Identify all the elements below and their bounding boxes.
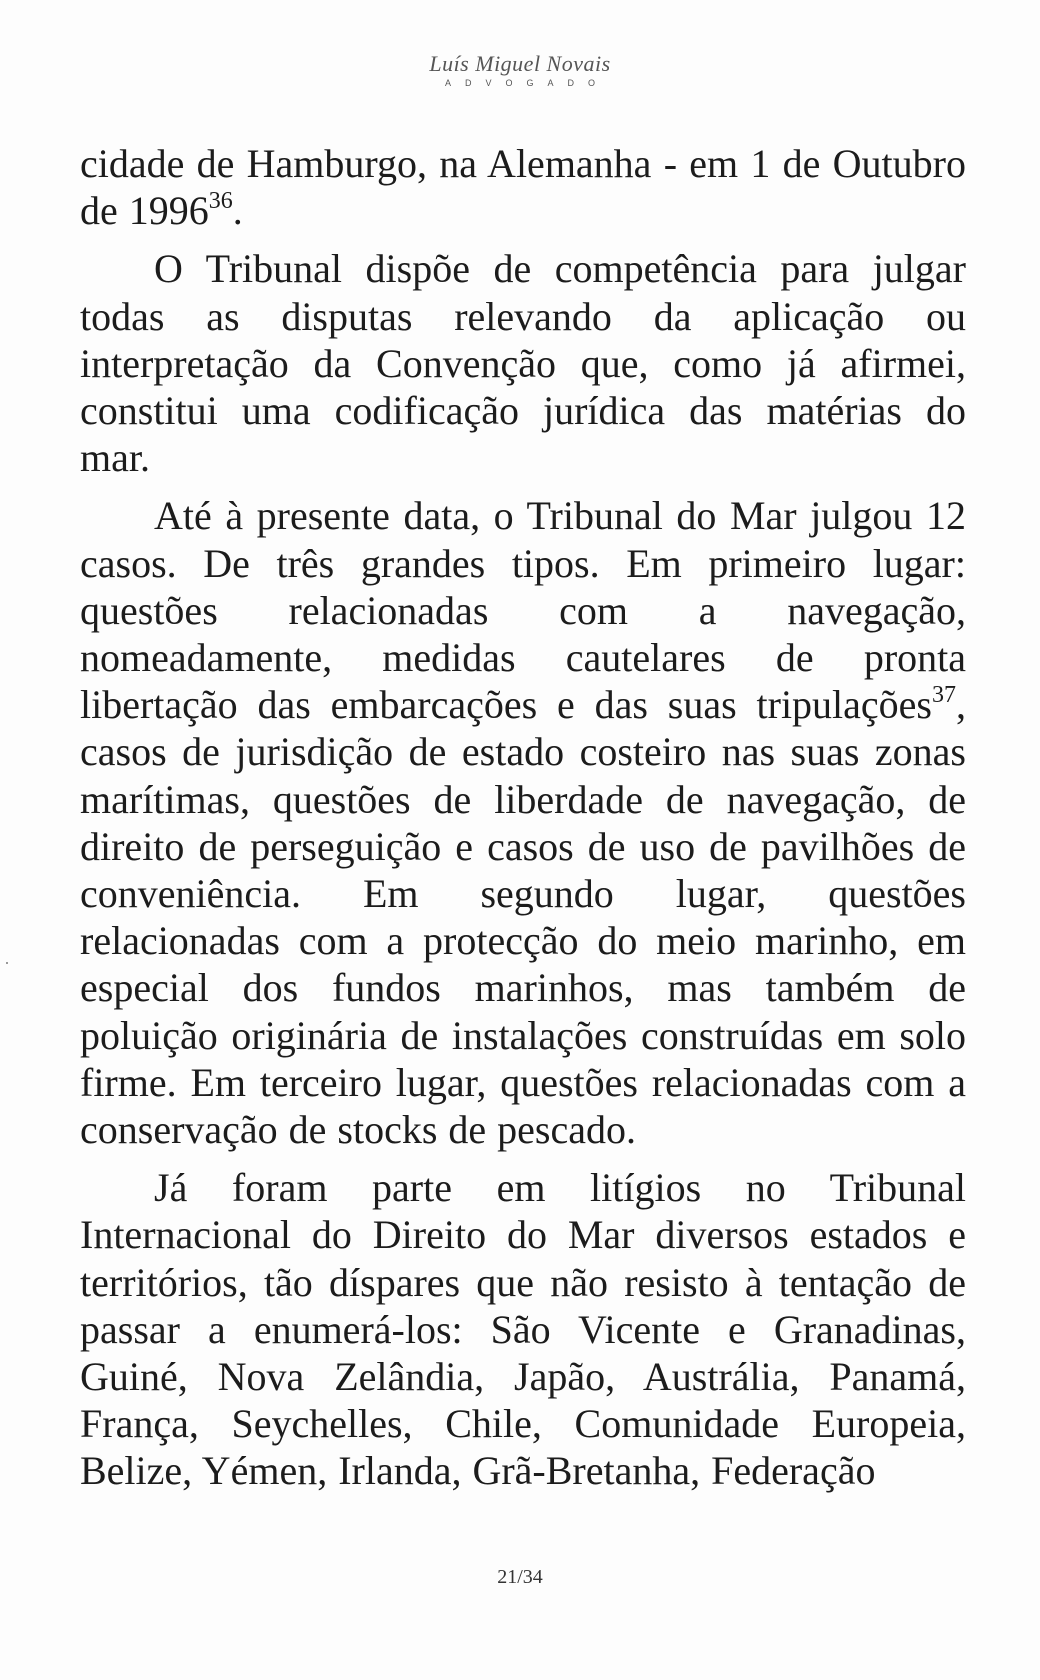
paragraph-text-after: , casos de jurisdição de estado costeiro nas suas zonas marítimas, questões de liberdade de navegação, de direito de perseguição e casos de uso de pavilhões de conveniência. Em segundo lugar, questões relacionadas com a protecção do meio marinho, em especial dos fundos marinhos, mas também de poluição originária de instalações construídas em solo firme. Em terceiro lugar, questões relacionadas com a conservação de stocks de pescado. <box>80 682 966 1153</box>
paragraph-parties <box>80 1164 966 1494</box>
paragraph-text: Já foram parte em litígios no Tribunal Internacional do Direito do Mar diversos estados e territórios, tão díspares que não resisto à tentação de passar a enumerá-los: São Vicente e Granadinas, Guiné, Nova Zelândia, Japão, Austrália, Panamá, França, Seychelles, Chile, Comunidade Europeia, Belize, Yémen, Irlanda, Grã-Bretanha, Federação <box>80 1165 966 1494</box>
paragraph-text: cidade de Hamburgo, na Alemanha - em 1 de Outubro de 1996 <box>80 141 966 234</box>
letterhead-subtitle: ADVOGADO <box>444 78 609 88</box>
footnote-marker: 37 <box>932 682 956 709</box>
paragraph-text-after: . <box>232 188 243 234</box>
scan-speck <box>6 962 8 964</box>
footnote-marker: 36 <box>208 188 233 215</box>
paragraph-continuation <box>80 140 966 234</box>
page-number: 21/34 <box>497 1566 543 1588</box>
letterhead <box>0 52 1040 88</box>
paragraph-tribunal-competence <box>80 245 966 481</box>
paragraph-text: Até à presente data, o Tribunal do Mar julgou 12 casos. De três grandes tipos. Em primeiro lugar: questões relacionadas com a navegação, nomeadamente, medidas cautelares de pronta libertação das embarcações e das suas tripulações <box>80 493 966 728</box>
paragraph-cases <box>80 492 966 1153</box>
letterhead-name: Luís Miguel Novais <box>429 51 611 76</box>
body-text <box>80 140 966 1506</box>
paragraph-text: O Tribunal dispõe de competência para julgar todas as disputas relevando da aplicação ou interpretação da Convenção que, como já afirmei, constitui uma codificação jurídica das matérias do mar. <box>80 246 966 481</box>
